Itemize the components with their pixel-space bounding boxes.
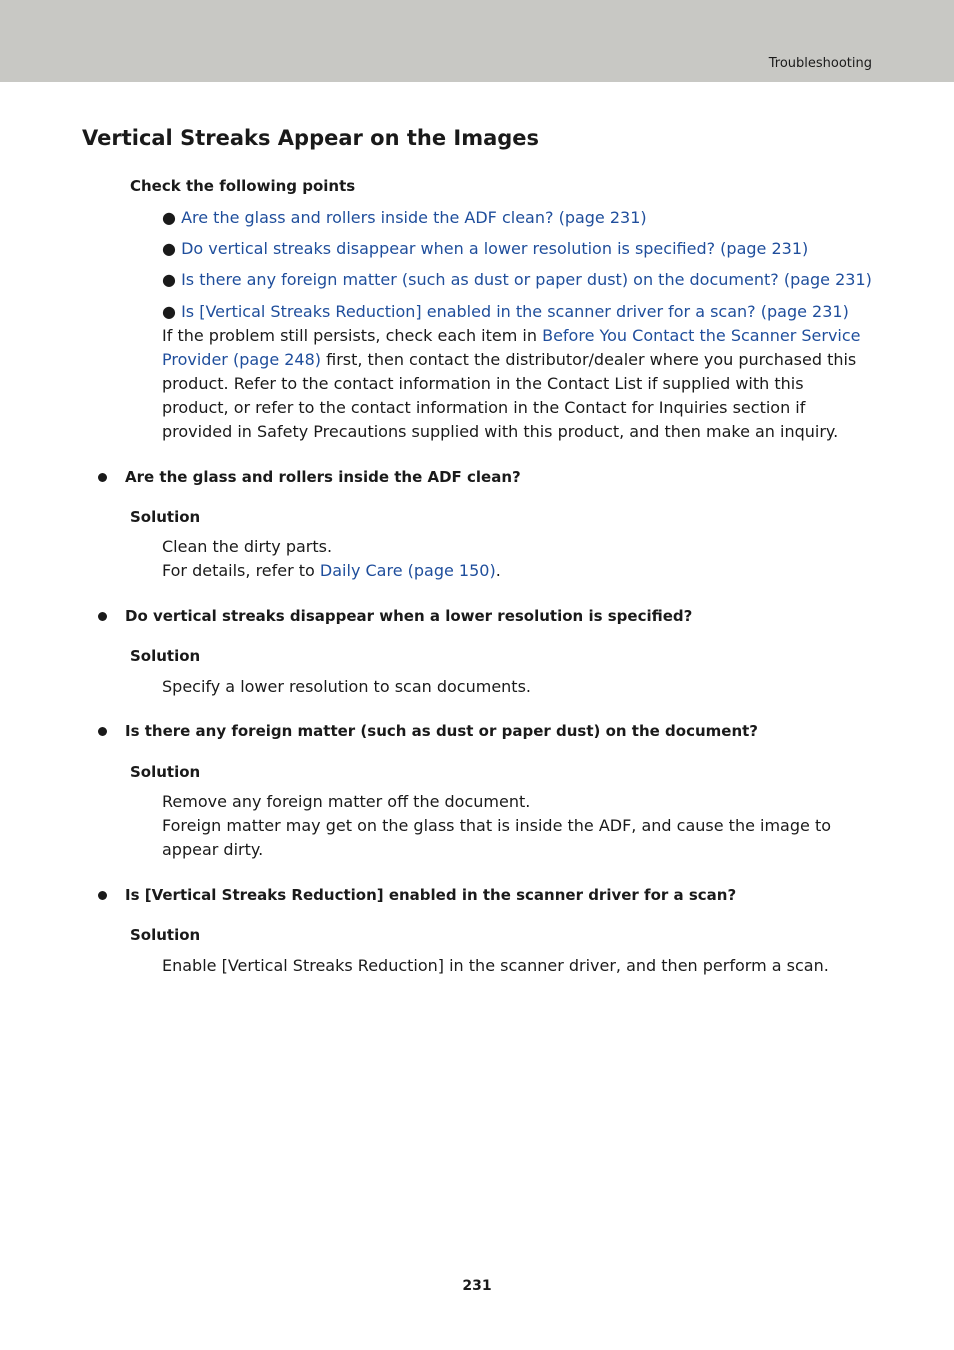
check-link-2[interactable]: Do vertical streaks disappear when a lower resolution is specified? (page 231)	[181, 239, 809, 258]
question-1: Are the glass and rollers inside the ADF clean?	[125, 468, 521, 486]
question-bullet-icon	[98, 891, 107, 900]
bullet-icon: ●	[162, 239, 176, 258]
contact-provider-link[interactable]: Before You Contact the Scanner Service Provider (page 248)	[162, 326, 861, 369]
question-bullet-icon	[98, 727, 107, 736]
solution-1-prefix: For details, refer to	[162, 561, 320, 580]
check-link-4[interactable]: Is [Vertical Streaks Reduction] enabled in the scanner driver for a scan? (page 231)	[181, 302, 849, 321]
solution-1-suffix: .	[495, 561, 501, 580]
section-label: Troubleshooting	[768, 56, 872, 71]
check-heading: Check the following points	[130, 177, 356, 195]
check-link-item-3	[162, 270, 872, 289]
solution-4-text: Enable [Vertical Streaks Reduction] in the scanner driver, and then perform a scan.	[162, 956, 829, 975]
persist-paragraph	[162, 324, 862, 444]
solution-label-1: Solution	[130, 508, 201, 526]
check-link-1[interactable]: Are the glass and rollers inside the ADF clean? (page 231)	[181, 208, 647, 227]
bullet-icon: ●	[162, 270, 176, 289]
question-2: Do vertical streaks disappear when a lower resolution is specified?	[125, 607, 693, 625]
solution-1-line-1: Clean the dirty parts.	[162, 537, 333, 556]
solution-1-line-2	[162, 561, 501, 580]
check-link-item-1	[162, 208, 647, 227]
daily-care-link[interactable]: Daily Care (page 150)	[319, 561, 496, 580]
solution-label-3: Solution	[130, 763, 201, 781]
solution-3-line-1: Remove any foreign matter off the document.	[162, 792, 531, 811]
question-4: Is [Vertical Streaks Reduction] enabled in the scanner driver for a scan?	[125, 886, 737, 904]
page-number: 231	[462, 1278, 492, 1294]
check-link-item-4	[162, 302, 849, 321]
solution-3-line-2: Foreign matter may get on the glass that is inside the ADF, and cause the image to appear dirty.	[162, 816, 831, 859]
solution-2-text: Specify a lower resolution to scan documents.	[162, 677, 531, 696]
question-bullet-icon	[98, 473, 107, 482]
check-link-item-2	[162, 239, 808, 258]
solution-label-2: Solution	[130, 647, 201, 665]
bullet-icon: ●	[162, 208, 176, 227]
persist-prefix: If the problem still persists, check each item in	[162, 326, 543, 345]
question-bullet-icon	[98, 612, 107, 621]
bullet-icon: ●	[162, 302, 176, 321]
solution-label-4: Solution	[130, 926, 201, 944]
page-title: Vertical Streaks Appear on the Images	[82, 126, 540, 150]
persist-suffix: first, then contact the distributor/dealer where you purchased this product. Refer to the contact information in the Contact List if supplied with this product, or refer to the contact information in the Contact for Inquiries section if provided in Safety Precautions supplied with this product, and then make an inquiry.	[162, 350, 857, 441]
question-3: Is there any foreign matter (such as dust or paper dust) on the document?	[125, 722, 759, 740]
check-link-3[interactable]: Is there any foreign matter (such as dust or paper dust) on the document? (page 231)	[181, 270, 872, 289]
